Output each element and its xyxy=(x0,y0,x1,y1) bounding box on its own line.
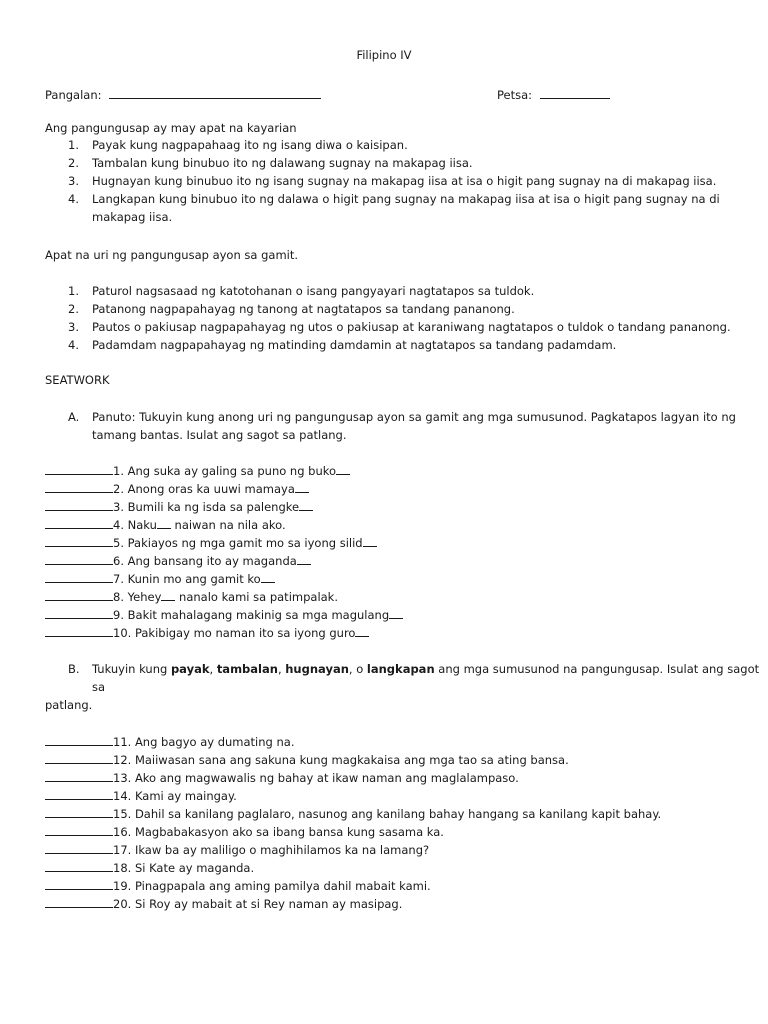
punctuation-blank[interactable] xyxy=(355,624,369,637)
part-b-instructions-line2: sa xyxy=(92,680,106,694)
item-text: 18. Si Kate ay maganda. xyxy=(113,861,255,875)
item-text: Padamdam nagpapahayag ng matinding damdamin at nagtatapos sa tandang padamdam. xyxy=(92,338,617,352)
keyword-tambalan: tambalan xyxy=(216,662,278,676)
seatwork-item xyxy=(45,480,403,498)
seatwork-item xyxy=(45,805,661,823)
part-b-instructions-line3: patlang. xyxy=(45,698,93,712)
item-text: 3. Bumili ka ng isda sa palengke xyxy=(113,500,300,514)
instruction-text: ang mga sumusunod na pangungusap. Isulat ang sagot xyxy=(434,662,760,676)
punctuation-blank[interactable] xyxy=(389,606,403,619)
list-item xyxy=(68,318,731,336)
instruction-text: , o xyxy=(348,662,367,676)
uri-intro: Apat na uri ng pangungusap ayon sa gamit. xyxy=(45,248,299,262)
item-text: Hugnayan kung binubuo ito ng isang sugnay na makapag iisa at isa o higit pang sugnay na di makapag iisa. xyxy=(92,174,717,188)
date-blank xyxy=(540,86,610,99)
answer-blank[interactable] xyxy=(45,823,113,836)
part-b-instructions-line1 xyxy=(92,662,759,676)
answer-blank[interactable] xyxy=(45,877,113,890)
seatwork-item xyxy=(45,606,403,624)
punctuation-blank[interactable] xyxy=(299,498,313,511)
item-text: Payak kung nagpapahaag ito ng isang diwa o kaisipan. xyxy=(92,138,408,152)
part-a-instructions-line1: Panuto: Tukuyin kung anong uri ng pangungusap ayon sa gamit ang mga sumusunod. Pagkatapos lagyan ito ng xyxy=(92,410,736,424)
instruction-text: , xyxy=(209,662,217,676)
item-text: 8. Yehey xyxy=(113,590,162,604)
item-text: Pautos o pakiusap nagpapahayag ng utos o pakiusap at karaniwang nagtatapos o tuldok o tandang pananong. xyxy=(92,320,731,334)
instruction-text: , xyxy=(277,662,286,676)
item-number: 1. xyxy=(68,138,79,152)
item-text: Patanong nagpapahayag ng tanong at nagtatapos sa tandang pananong. xyxy=(92,302,515,316)
answer-blank[interactable] xyxy=(45,570,113,583)
answer-blank[interactable] xyxy=(45,859,113,872)
punctuation-blank[interactable] xyxy=(161,588,175,601)
punctuation-blank[interactable] xyxy=(297,552,311,565)
seatwork-item xyxy=(45,787,661,805)
instruction-text: Tukuyin kung xyxy=(92,662,171,676)
seatwork-item xyxy=(45,534,403,552)
item-number: 2. xyxy=(68,302,79,316)
answer-blank[interactable] xyxy=(45,516,113,529)
seatwork-item xyxy=(45,570,403,588)
seatwork-item xyxy=(45,751,661,769)
answer-blank[interactable] xyxy=(45,624,113,637)
answer-blank[interactable] xyxy=(45,733,113,746)
item-text: Tambalan kung binubuo ito ng dalawang sugnay na makapag iisa. xyxy=(92,156,473,170)
answer-blank[interactable] xyxy=(45,787,113,800)
item-text: 15. Dahil sa kanilang paglalaro, nasunog ang kanilang bahay hangang sa kanilang kapit bahay. xyxy=(113,807,662,821)
item-text-after: naiwan na nila ako. xyxy=(170,518,286,532)
item-text: 1. Ang suka ay galing sa puno ng buko xyxy=(113,464,337,478)
item-text: 16. Magbabakasyon ako sa ibang bansa kung sasama ka. xyxy=(113,825,444,839)
item-text-after: nanalo kami sa patimpalak. xyxy=(175,590,338,604)
list-item xyxy=(68,154,720,172)
kayarian-intro: Ang pangungusap ay may apat na kayarian xyxy=(45,121,297,135)
page-title: Filipino IV xyxy=(356,48,412,62)
item-text-continued: makapag iisa. xyxy=(92,210,173,224)
name-field xyxy=(45,86,321,102)
item-text: Langkapan kung binubuo ito ng dalawa o higit pang sugnay na makapag iisa at isa o higit pang sugnay na di xyxy=(92,192,720,206)
seatwork-item xyxy=(45,588,403,606)
part-a-letter: A. xyxy=(68,410,80,424)
seatwork-item xyxy=(45,462,403,480)
date-field xyxy=(497,86,610,102)
answer-blank[interactable] xyxy=(45,895,113,908)
answer-blank[interactable] xyxy=(45,805,113,818)
keyword-payak: payak xyxy=(170,662,210,676)
part-b-items xyxy=(45,733,661,913)
item-text: 20. Si Roy ay mabait at si Rey naman ay masipag. xyxy=(113,897,403,911)
list-item xyxy=(68,172,720,190)
item-text: 5. Pakiayos ng mga gamit mo sa iyong silid xyxy=(113,536,363,550)
kayarian-list xyxy=(68,136,720,226)
seatwork-item xyxy=(45,498,403,516)
seatwork-item xyxy=(45,733,661,751)
answer-blank[interactable] xyxy=(45,751,113,764)
item-number: 4. xyxy=(68,338,79,352)
punctuation-blank[interactable] xyxy=(295,480,309,493)
item-number: 3. xyxy=(68,174,79,188)
item-text: 14. Kami ay maingay. xyxy=(113,789,237,803)
item-text: 9. Bakit mahalagang makinig sa mga magulang xyxy=(113,608,390,622)
item-number: 3. xyxy=(68,320,79,334)
item-number: 1. xyxy=(68,284,79,298)
list-item xyxy=(68,336,731,354)
list-item xyxy=(68,300,731,318)
list-item xyxy=(68,136,720,154)
answer-blank[interactable] xyxy=(45,534,113,547)
punctuation-blank[interactable] xyxy=(336,462,350,475)
seatwork-item xyxy=(45,823,661,841)
item-text: 2. Anong oras ka uuwi mamaya xyxy=(113,482,295,496)
seatwork-item xyxy=(45,769,661,787)
seatwork-item xyxy=(45,859,661,877)
punctuation-blank[interactable] xyxy=(157,516,171,529)
seatwork-item xyxy=(45,624,403,642)
item-text: 4. Naku xyxy=(113,518,157,532)
punctuation-blank[interactable] xyxy=(363,534,377,547)
item-text: 17. Ikaw ba ay maliligo o maghihilamos ka na lamang? xyxy=(113,843,430,857)
answer-blank[interactable] xyxy=(45,769,113,782)
item-text: 7. Kunin mo ang gamit ko xyxy=(113,572,261,586)
item-number: 2. xyxy=(68,156,79,170)
punctuation-blank[interactable] xyxy=(261,570,275,583)
part-a-instructions-line2: tamang bantas. Isulat ang sagot sa patlang. xyxy=(92,428,347,442)
answer-blank[interactable] xyxy=(45,498,113,511)
list-item xyxy=(68,282,731,300)
part-a-items xyxy=(45,462,403,642)
list-item xyxy=(68,190,720,226)
name-label: Pangalan: xyxy=(45,88,102,102)
item-text: 12. Maiiwasan sana ang sakuna kung magkakaisa ang mga tao sa ating bansa. xyxy=(113,753,569,767)
item-number: 4. xyxy=(68,192,79,206)
name-blank xyxy=(109,86,321,99)
seatwork-item xyxy=(45,552,403,570)
seatwork-item xyxy=(45,877,661,895)
item-text: 13. Ako ang magwawalis ng bahay at ikaw naman ang maglalampaso. xyxy=(113,771,519,785)
uri-list xyxy=(68,282,731,354)
item-text: 19. Pinagpapala ang aming pamilya dahil mabait kami. xyxy=(113,879,431,893)
answer-blank[interactable] xyxy=(45,552,113,565)
seatwork-heading: SEATWORK xyxy=(45,373,110,387)
seatwork-item xyxy=(45,516,403,534)
item-text: Paturol nagsasaad ng katotohanan o isang pangyayari nagtatapos sa tuldok. xyxy=(92,284,535,298)
item-text: 11. Ang bagyo ay dumating na. xyxy=(113,735,295,749)
keyword-langkapan: langkapan xyxy=(366,662,435,676)
item-text: 10. Pakibigay mo naman ito sa iyong guro xyxy=(113,626,356,640)
answer-blank[interactable] xyxy=(45,480,113,493)
answer-blank[interactable] xyxy=(45,462,113,475)
answer-blank[interactable] xyxy=(45,606,113,619)
seatwork-item xyxy=(45,841,661,859)
item-text: 6. Ang bansang ito ay maganda xyxy=(113,554,297,568)
part-b-letter: B. xyxy=(68,662,80,676)
date-label: Petsa: xyxy=(497,88,533,102)
answer-blank[interactable] xyxy=(45,841,113,854)
keyword-hugnayan: hugnayan xyxy=(285,662,349,676)
answer-blank[interactable] xyxy=(45,588,113,601)
seatwork-item xyxy=(45,895,661,913)
